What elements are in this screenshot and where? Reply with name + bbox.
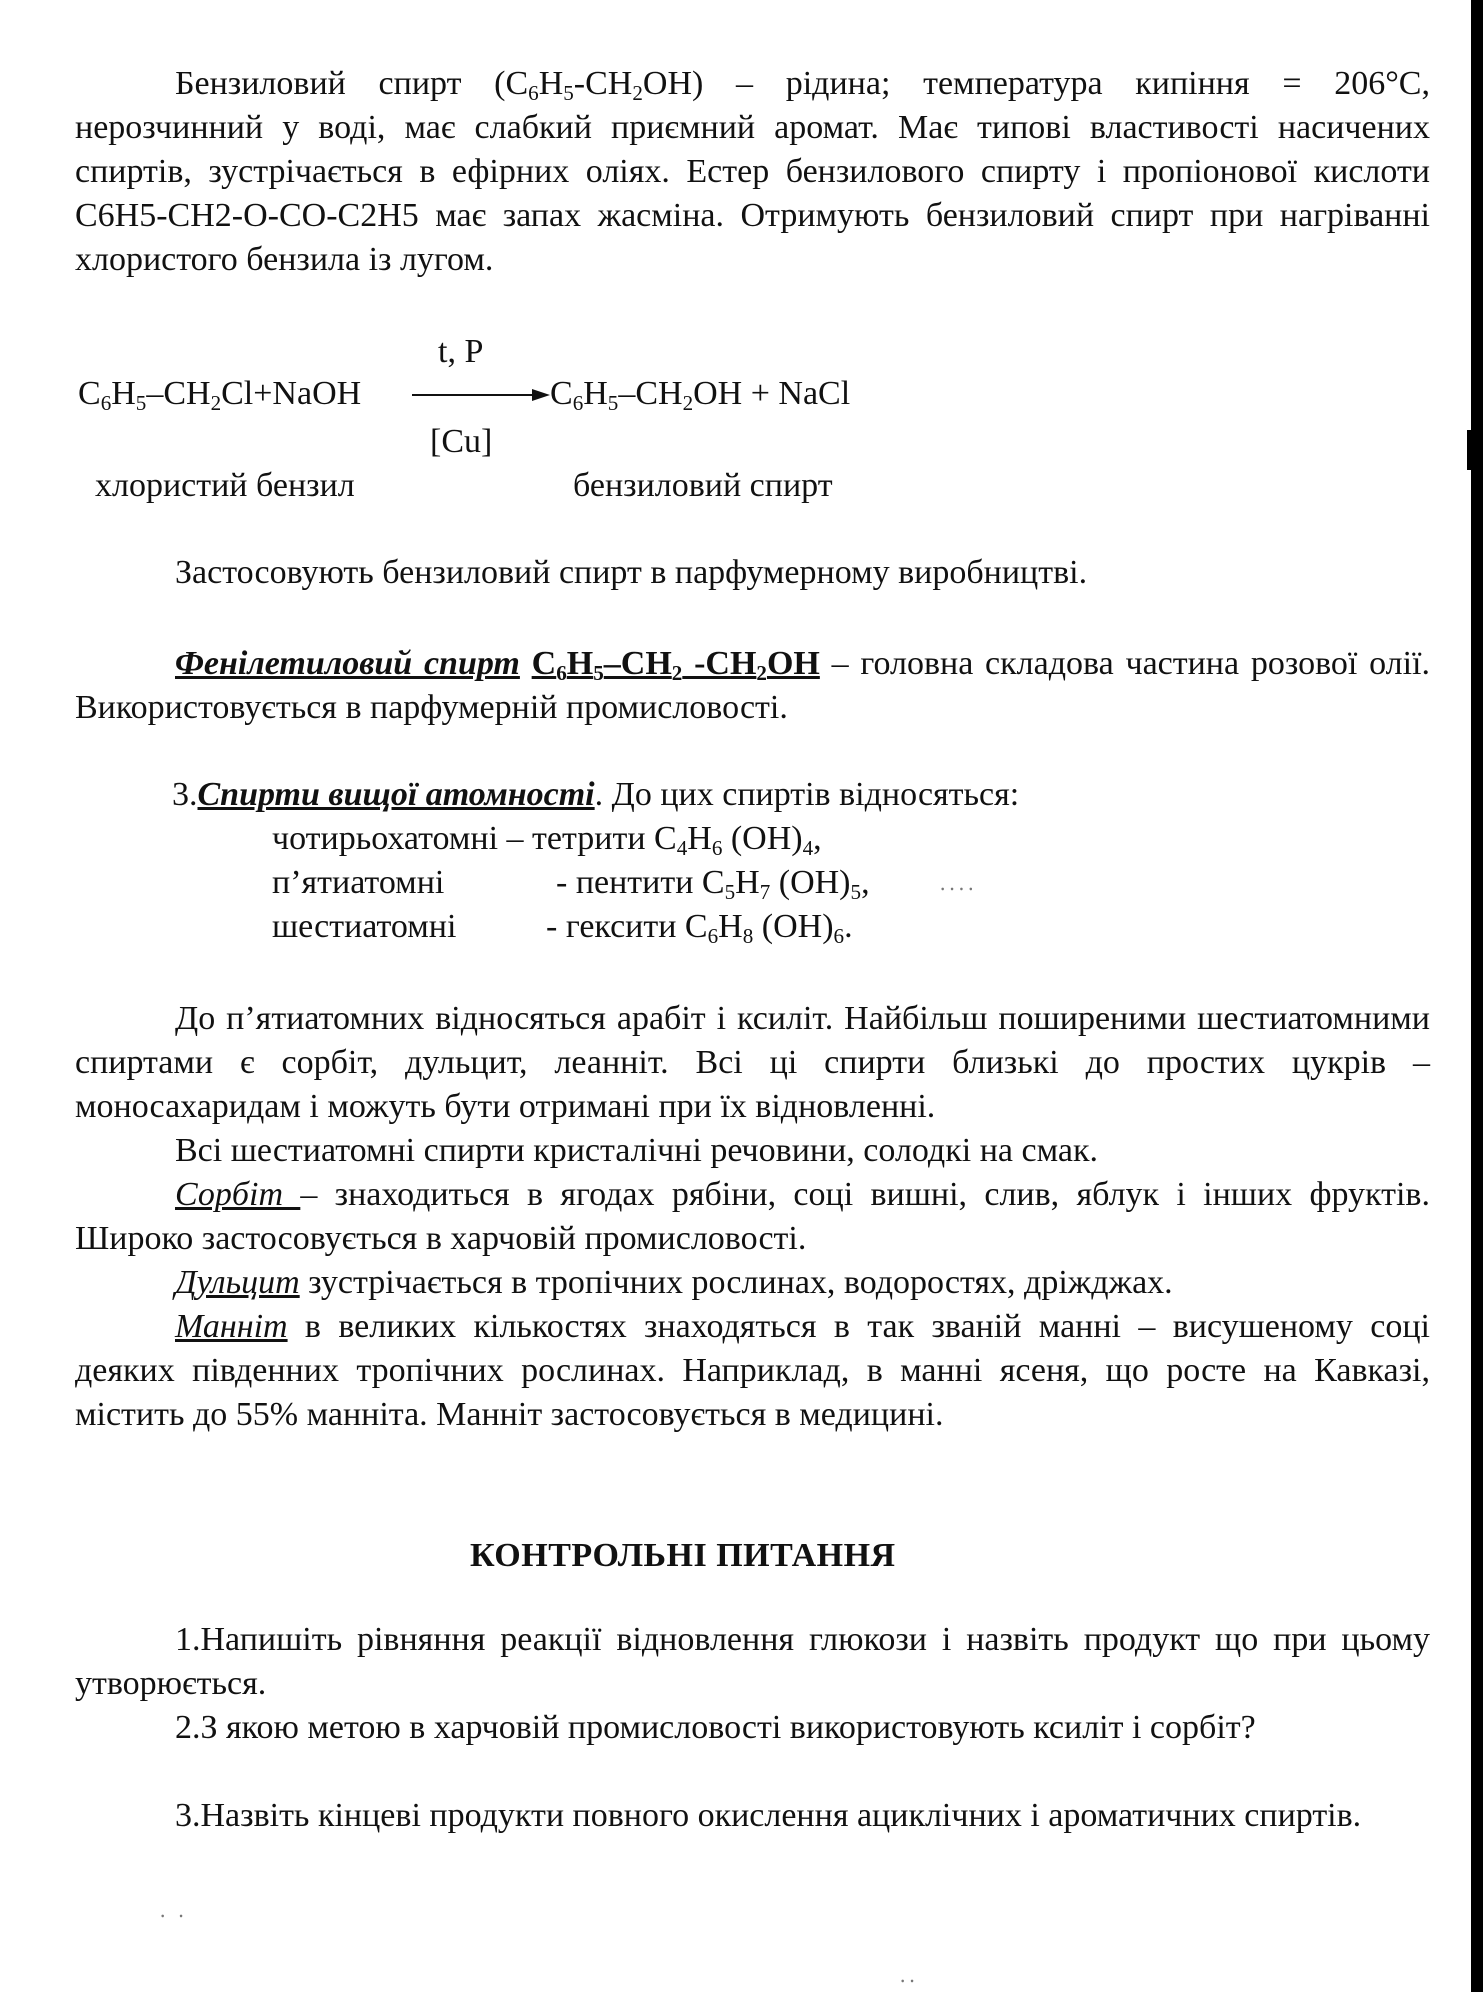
formula-part: –CH: [618, 375, 683, 412]
subscript: 2: [671, 660, 683, 685]
reaction-reactant: [78, 372, 361, 416]
formula-part: C: [78, 375, 101, 412]
subscript: 7: [759, 879, 771, 904]
formula-part: (OH): [722, 820, 803, 857]
intro-text: OH) – рідина; температура кипіння = 206°С, нерозчинний у воді, має слабкий приємний аромат. Має типові властивості насичених спиртів, зустрічається в ефірних оліях. Естер бензилового спирту і пропіонової кислоти С6Н5-СН2-О-СО-С2Н5 має запах жасміна. Отримують бензиловий спирт при нагріванні хлористого бензила із лугом.: [75, 65, 1430, 278]
subscript: 5: [724, 879, 736, 904]
reaction-condition-bottom: [Cu]: [430, 423, 493, 460]
subscript: 5: [135, 390, 147, 415]
formula-part: –CH: [603, 645, 672, 682]
higher-alcohols-intro: [172, 773, 1019, 817]
subscript: 6: [707, 923, 719, 948]
scan-speck-icon: ⸱ ⸱: [160, 1906, 188, 1928]
questions-heading: КОНТРОЛЬНІ ПИТАННЯ: [470, 1537, 896, 1574]
intro-paragraph: [75, 62, 1430, 282]
subscript: 5: [563, 80, 574, 105]
subscript: 5: [593, 660, 604, 685]
mannit-paragraph: [75, 1305, 1430, 1437]
formula-part: .: [844, 908, 853, 945]
scan-speck-icon: ⸱⸱: [900, 1971, 919, 1993]
subscript: 8: [742, 923, 754, 948]
question-item: 3.Назвіть кінцеві продукти повного окислення ациклічних і ароматичних спиртів.: [175, 1797, 1362, 1834]
formula-part: –CH: [146, 375, 211, 412]
reaction-arrow-icon: [410, 388, 550, 402]
scan-border: [1471, 0, 1483, 1992]
formula-part: OH: [766, 645, 820, 682]
formula-part: OH + NaCl: [693, 375, 851, 412]
subscript: 4: [676, 835, 688, 860]
subscript: 2: [756, 660, 767, 685]
formula-part: (OH): [753, 908, 834, 945]
formula-part: H: [718, 908, 743, 945]
subscript: 6: [528, 80, 539, 105]
formula-part: (OH): [770, 864, 851, 901]
formula-part: H: [566, 645, 594, 682]
sorbit-text: – знаходиться в ягодах рябіни, соці вишні, слив, яблук і інших фруктів. Широко застосовується в харчовій промисловості.: [75, 1176, 1430, 1257]
formula-part: ,: [813, 820, 822, 857]
alcohol-row-hexitols-name: шестиатомні: [272, 908, 457, 945]
scan-border-notch: [1467, 430, 1471, 470]
formula-part: H: [111, 375, 136, 412]
dulcit-text: зустрічається в тропічних рослинах, водоростях, дріжджах.: [299, 1264, 1173, 1301]
phenylethyl-term: Фенілетиловий спирт: [175, 645, 520, 682]
formula-part: H: [735, 864, 760, 901]
subscript: 6: [556, 660, 567, 685]
formula-part: C: [550, 375, 573, 412]
subscript: 6: [572, 390, 584, 415]
formula-part: C: [531, 645, 557, 682]
subscript: 6: [100, 390, 112, 415]
alcohol-row-tetritols: [272, 817, 822, 861]
sorbit-paragraph: [75, 1173, 1430, 1261]
usage-line: Застосовують бензиловий спирт в парфумерному виробництві.: [175, 554, 1088, 591]
formula-part: H: [687, 820, 712, 857]
question-item: 1.Напишіть рівняння реакції відновлення глюкози і назвіть продукт що при цьому утворюється.: [75, 1621, 1430, 1702]
alcohol-row-pentitols-name: п’ятиатомні: [272, 864, 445, 901]
crystalline-paragraph: Всі шестиатомні спирти кристалічні речовини, солодкі на смак.: [175, 1132, 1098, 1169]
scan-speck-icon: ⸱⸱⸱⸱: [940, 879, 978, 901]
product-label: бензиловий спирт: [573, 467, 833, 504]
intro-text: Бензиловий спирт (C: [175, 65, 529, 102]
question-item: 2.З якою метою в харчовій промисловості використовують ксиліт і сорбіт?: [175, 1709, 1256, 1746]
section-number: 3.: [172, 776, 198, 813]
intro-text: -CH: [573, 65, 633, 102]
phenylethyl-paragraph: [75, 642, 1430, 730]
phenylethyl-formula: [531, 645, 820, 685]
intro-text: H: [538, 65, 564, 102]
formula-part: -CH: [682, 645, 757, 682]
pentitols-paragraph: До п’ятиатомних відносяться арабіт і ксиліт. Найбільш поширеними шестиатомними спиртами є сорбіт, дульцит, леанніт. Всі ці спирти близькі до простих цукрів – моносахаридам і можуть бути отримані при їх відновленні.: [75, 1000, 1430, 1125]
row-text: чотирьохатомні – тетрити C: [272, 820, 677, 857]
subscript: 6: [711, 835, 723, 860]
higher-alcohols-text: . До цих спиртів відносяться:: [594, 776, 1020, 813]
dulcit-term: Дульцит: [175, 1264, 300, 1301]
alcohol-row-pentitols-formula: [556, 861, 870, 905]
phenylethyl-text: – головна складова частина розової олії. Використовується в парфумерній промисловості.: [75, 645, 1431, 726]
mannit-term: Манніт: [175, 1308, 288, 1345]
mannit-text: в великих кількостях знаходяться в так званій манні – висушеному соці деяких південних тропічних рослинах. Наприклад, в манні ясеня, що росте на Кавказі, містить до 55% маннiта. Манніт застосовується в медицині.: [75, 1308, 1430, 1433]
row-text: - пентити C: [556, 864, 725, 901]
formula-part: H: [583, 375, 608, 412]
subscript: 2: [632, 80, 643, 105]
subscript: 5: [850, 879, 862, 904]
sorbit-term: Сорбіт: [175, 1176, 301, 1213]
subscript: 5: [607, 390, 619, 415]
subscript: 6: [833, 923, 845, 948]
reactant-label: хлористий бензил: [95, 467, 355, 504]
subscript: 2: [682, 390, 694, 415]
row-text: - гексити C: [546, 908, 708, 945]
alcohol-row-hexitols-formula: [546, 905, 853, 949]
formula-part: Cl+NaOH: [221, 375, 362, 412]
formula-part: ,: [861, 864, 870, 901]
higher-alcohols-term: Спирти вищої атомності: [197, 776, 595, 813]
subscript: 4: [802, 835, 814, 860]
reaction-product: [550, 372, 850, 416]
dulcit-paragraph: [75, 1261, 1430, 1305]
reaction-condition-top: t, P: [438, 333, 484, 370]
subscript: 2: [210, 390, 222, 415]
